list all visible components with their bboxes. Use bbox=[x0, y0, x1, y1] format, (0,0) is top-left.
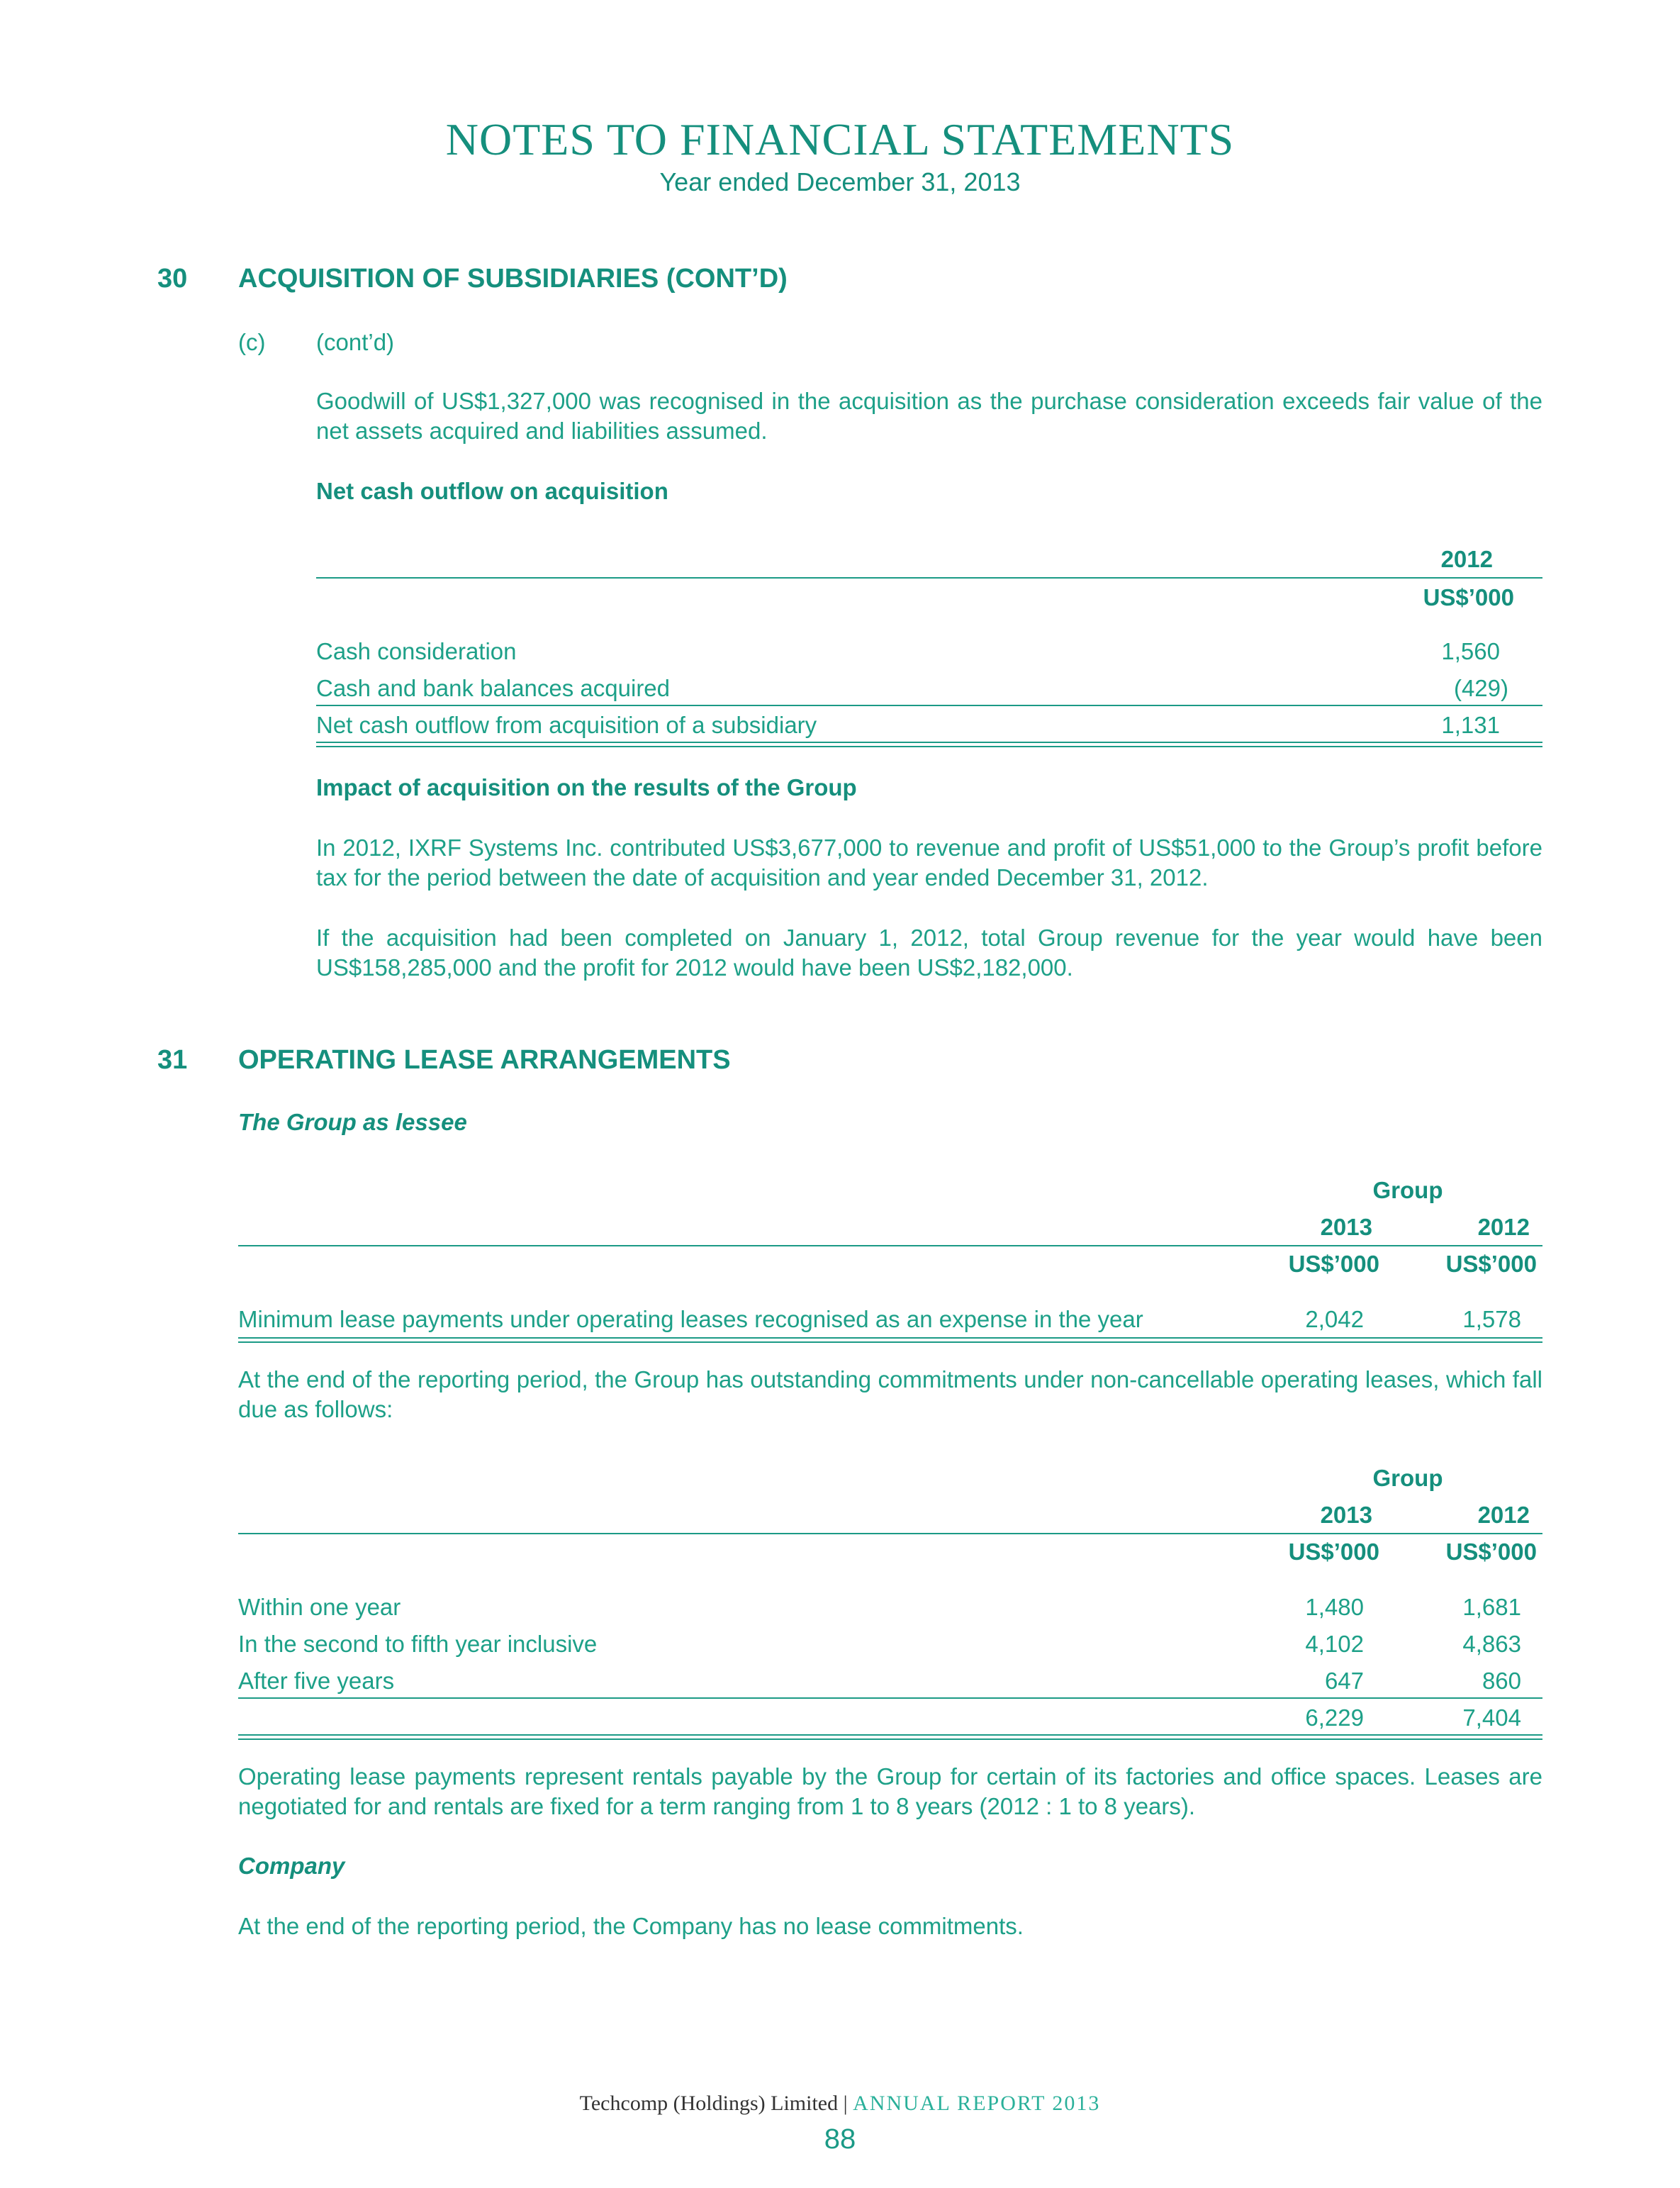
commitments-paragraph: At the end of the reporting period, the Group has outstanding commitments under non-cancellable operating leases, which fall due as follows: bbox=[238, 1366, 1542, 1422]
table-row-label: After five years bbox=[238, 1668, 395, 1694]
table-row-label: Net cash outflow from acquisition of a subsidiary bbox=[316, 712, 817, 738]
table-row-value: 1,560 bbox=[1441, 638, 1500, 664]
table-row-label: Cash and bank balances acquired bbox=[316, 675, 671, 701]
section-30-number: 30 bbox=[157, 264, 188, 294]
table-header-rule bbox=[238, 1245, 1542, 1246]
impact-heading: Impact of acquisition on the results of the Group bbox=[316, 774, 857, 800]
page-subtitle: Year ended December 31, 2013 bbox=[659, 167, 1021, 196]
net-cash-unit-header: US$’000 bbox=[1423, 584, 1514, 610]
table-row-label: In the second to fifth year inclusive bbox=[238, 1631, 598, 1657]
company-heading: Company bbox=[238, 1853, 345, 1879]
unit-header-2012: US$’000 bbox=[1445, 1251, 1537, 1277]
table-total-2013: 6,229 bbox=[1305, 1704, 1364, 1731]
table-row-value-2012: 1,578 bbox=[1462, 1306, 1521, 1332]
table-total-double-rule bbox=[238, 1337, 1542, 1343]
table-row-label: Cash consideration bbox=[316, 638, 517, 664]
page-title: NOTES TO FINANCIAL STATEMENTS bbox=[445, 114, 1235, 164]
table-row-value-2013: 2,042 bbox=[1305, 1306, 1364, 1332]
footer-separator: | bbox=[843, 2092, 848, 2115]
footer-company: Techcomp (Holdings) Limited bbox=[579, 2092, 839, 2115]
unit-header-2012: US$’000 bbox=[1445, 1539, 1537, 1565]
net-cash-heading: Net cash outflow on acquisition bbox=[316, 478, 668, 504]
table-header-rule bbox=[238, 1533, 1542, 1534]
unit-header-2013: US$’000 bbox=[1288, 1251, 1379, 1277]
net-cash-year-header: 2012 bbox=[1440, 546, 1493, 572]
table-row-value-2012: 860 bbox=[1482, 1668, 1521, 1694]
table-row-label: Minimum lease payments under operating leases recognised as an expense in the year bbox=[238, 1306, 1143, 1332]
footer bbox=[0, 2092, 1680, 2116]
net-cash-total-double-rule bbox=[316, 742, 1542, 747]
section-31-number: 31 bbox=[157, 1045, 188, 1075]
rentals-paragraph: Operating lease payments represent rentals payable by the Group for certain of its factories and office spaces. Leases are negotiated for and rentals are fixed for a term ranging from 1 to 8 years (2012 : 1 to 8 years). bbox=[238, 1763, 1542, 1819]
lessee-heading: The Group as lessee bbox=[238, 1109, 467, 1135]
table-row-value-2012: 1,681 bbox=[1462, 1594, 1521, 1620]
item-label: (c) bbox=[238, 329, 266, 355]
year-header-2013: 2013 bbox=[1320, 1502, 1372, 1528]
table-row-label: Within one year bbox=[238, 1594, 401, 1620]
impact-paragraph-2: If the acquisition had been completed on January 1, 2012, total Group revenue for the year would have been US$158,285,000 and the profit for 2012 would have been US$2,182,000. bbox=[316, 925, 1542, 981]
table-total-double-rule bbox=[238, 1734, 1542, 1740]
net-cash-subtotal-rule bbox=[316, 705, 1542, 706]
group-header: Group bbox=[1372, 1177, 1443, 1203]
year-header-2012: 2012 bbox=[1477, 1214, 1530, 1240]
group-header: Group bbox=[1372, 1465, 1443, 1491]
table-row-value-2013: 647 bbox=[1324, 1668, 1364, 1694]
year-header-2012: 2012 bbox=[1477, 1502, 1530, 1528]
page-number: 88 bbox=[824, 2123, 856, 2155]
table-row-value-2012: 4,863 bbox=[1462, 1631, 1521, 1657]
company-paragraph: At the end of the reporting period, the Company has no lease commitments. bbox=[238, 1913, 1024, 1939]
goodwill-paragraph: Goodwill of US$1,327,000 was recognised in the acquisition as the purchase consideration exceeds fair value of the net assets acquired and liabilities assumed. bbox=[316, 388, 1542, 444]
table-row-value-2013: 4,102 bbox=[1305, 1631, 1364, 1657]
section-30-title: ACQUISITION OF SUBSIDIARIES (CONT’D) bbox=[238, 264, 788, 294]
item-text: (cont’d) bbox=[316, 329, 395, 355]
table-row-value: 1,131 bbox=[1441, 712, 1500, 738]
table-row-value: (429) bbox=[1453, 675, 1508, 701]
table-row-value-2013: 1,480 bbox=[1305, 1594, 1364, 1620]
footer-report: ANNUAL REPORT 2013 bbox=[853, 2092, 1101, 2115]
impact-paragraph-1: In 2012, IXRF Systems Inc. contributed US$3,677,000 to revenue and profit of US$51,000 to the Group’s profit before tax for the period between the date of acquisition and year ended December 31, 2012. bbox=[316, 835, 1542, 891]
table-total-2012: 7,404 bbox=[1462, 1704, 1521, 1731]
section-31-title: OPERATING LEASE ARRANGEMENTS bbox=[238, 1045, 731, 1075]
year-header-2013: 2013 bbox=[1320, 1214, 1372, 1240]
table-subtotal-rule bbox=[238, 1697, 1542, 1699]
unit-header-2013: US$’000 bbox=[1288, 1539, 1379, 1565]
net-cash-header-rule bbox=[316, 577, 1542, 579]
